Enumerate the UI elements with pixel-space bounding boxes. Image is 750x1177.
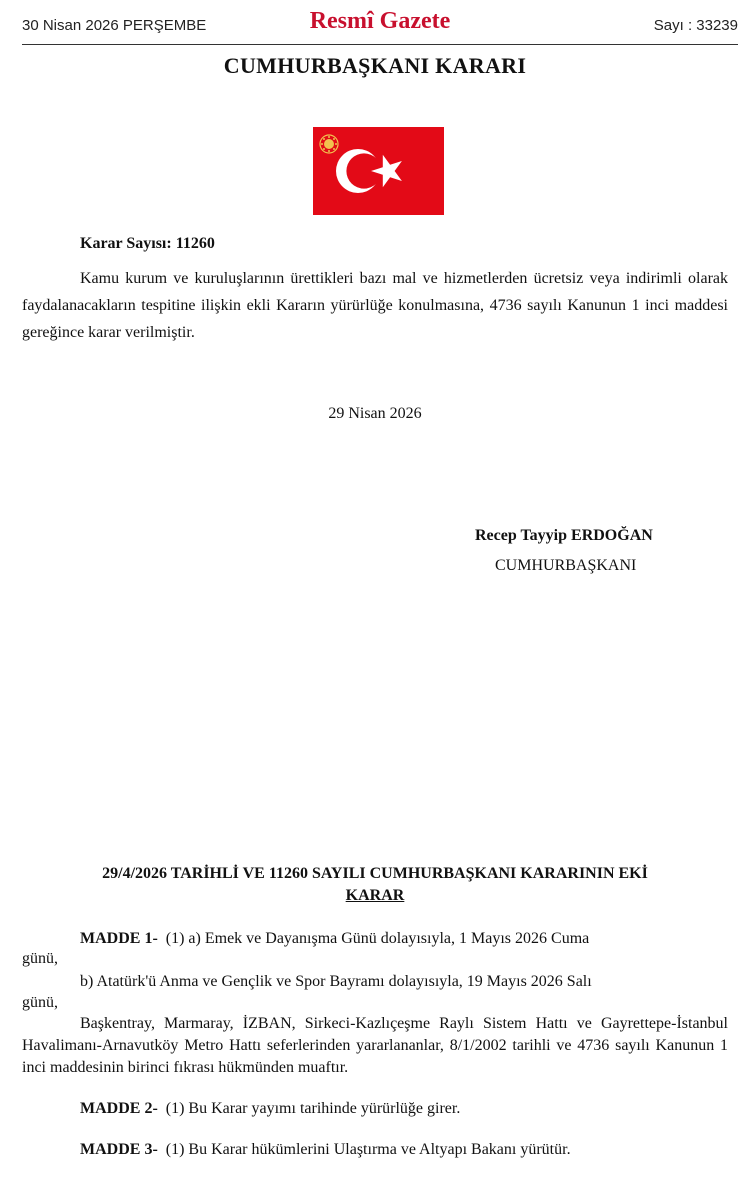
gazette-name: Resmî Gazete: [309, 8, 451, 34]
annex-title: [0, 863, 750, 907]
presidential-seal-icon: [320, 135, 338, 153]
article-1-b: b) Atatürk'ü Anma ve Gençlik ve Spor Bayramı dolayısıyla, 19 Mayıs 2026 Salı: [80, 973, 592, 990]
article-2-text: (1) Bu Karar yayımı tarihinde yürürlüğe girer.: [165, 1100, 461, 1117]
document-title: CUMHURBAŞKANI KARARI: [223, 53, 527, 78]
article-3-label: MADDE 3-: [80, 1141, 158, 1158]
issue-number: Sayı : 33239: [653, 17, 738, 34]
gazette-header: [22, 0, 738, 44]
turkish-flag-icon: [313, 127, 444, 215]
article-2: [80, 1100, 460, 1118]
article-1-a-continuation: günü,: [22, 950, 58, 967]
header-divider: [22, 44, 738, 45]
article-1-b-continuation: günü,: [22, 994, 58, 1011]
article-2-label: MADDE 2-: [80, 1100, 158, 1117]
decision-number: Karar Sayısı: 11260: [80, 235, 215, 252]
annex-title-line2: KARAR: [345, 887, 405, 904]
article-1-label: MADDE 1-: [80, 930, 158, 947]
decision-date: 29 Nisan 2026: [328, 405, 422, 422]
article-3: [80, 1141, 571, 1159]
signatory-title: CUMHURBAŞKANI: [495, 557, 637, 574]
signatory-name: Recep Tayyip ERDOĞAN: [475, 527, 653, 544]
article-1-a-text: (1) a) Emek ve Dayanışma Günü dolayısıyla, 1 Mayıs 2026 Cuma: [165, 930, 590, 947]
annex-title-line1: 29/4/2026 TARİHLİ VE 11260 SAYILI CUMHURBAŞKANI KARARININ EKİ: [102, 865, 648, 882]
header-date: 30 Nisan 2026 PERŞEMBE: [22, 17, 207, 34]
article-1-c: Başkentray, Marmaray, İZBAN, Sirkeci-Kazlıçeşme Raylı Sistem Hattı ve Gayrettepe-İstanbul Havalimanı-Arnavutköy Metro Hattı seferlerinden yararlananlar, 8/1/2002 tarihli ve 4736 sayılı Kanunun 1 inci maddesinin birinci fıkrası hükmünden muaftır.: [22, 1015, 728, 1076]
decision-body: Kamu kurum ve kuruluşlarının ürettikleri bazı mal ve hizmetlerden ücretsiz veya indirimli olarak faydalanacakların tespitine ilişkin ekli Kararın yürürlüğe konulmasına, 4736 sayılı Kanunun 1 inci maddesi gereğince karar verilmiştir.: [22, 270, 728, 341]
article-1-a: [80, 930, 728, 948]
article-3-text: (1) Bu Karar hükümlerini Ulaştırma ve Altyapı Bakanı yürütür.: [165, 1141, 571, 1158]
